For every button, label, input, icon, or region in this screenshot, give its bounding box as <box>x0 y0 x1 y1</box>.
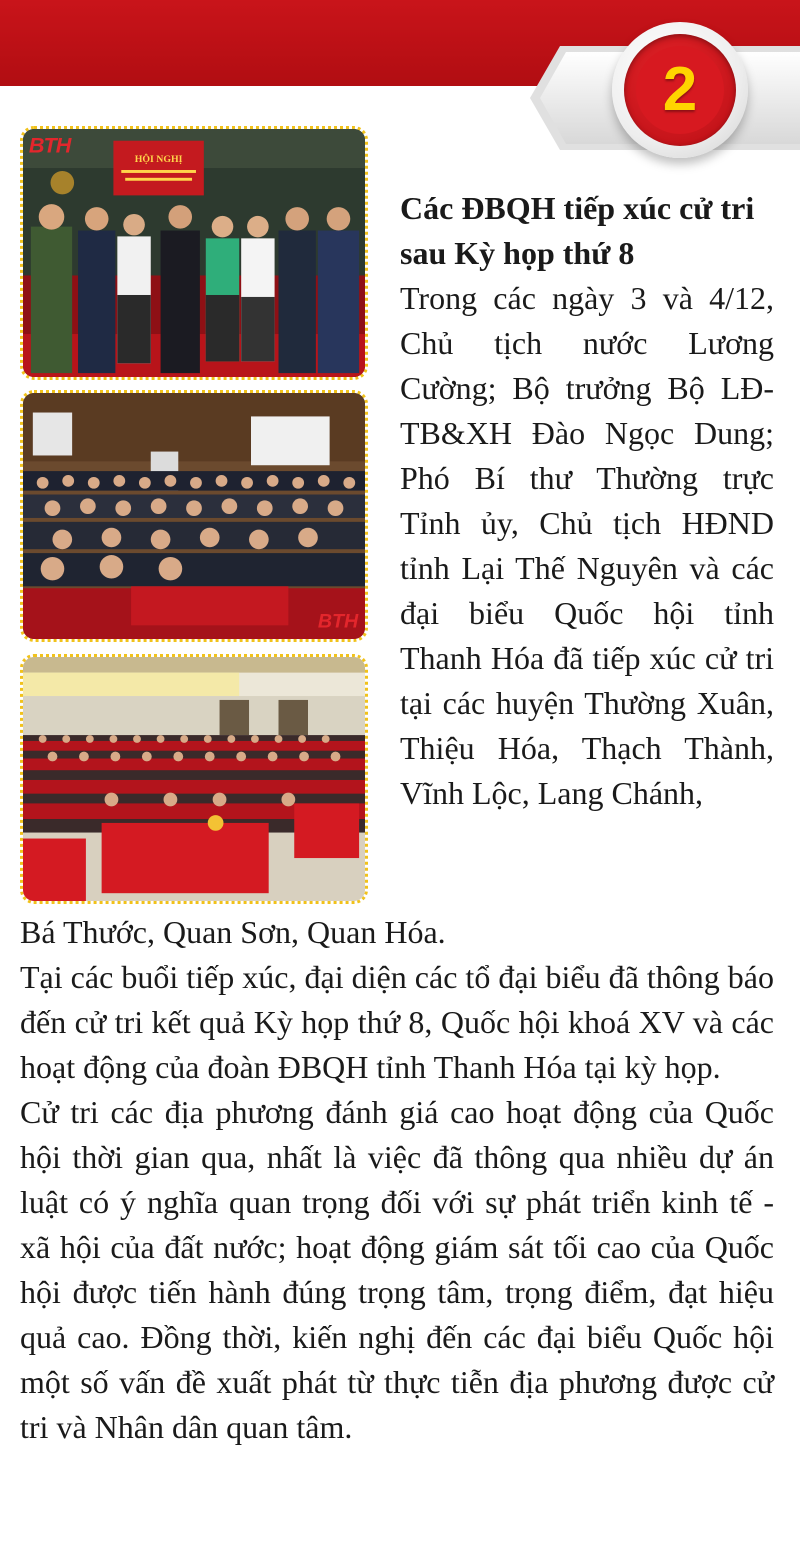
section-number: 2 <box>662 55 698 124</box>
article-paragraph-2: Tại các buổi tiếp xúc, đại diện các tổ đại biểu đã thông báo đến cử tri kết quả Kỳ họp thứ 8, Quốc hội khoá XV và các hoạt động của đoàn ĐBQH tỉnh Thanh Hóa tại kỳ họp. <box>20 959 774 1085</box>
photo-delegates-meeting <box>20 126 368 380</box>
article-paragraph-3: Cử tri các địa phương đánh giá cao hoạt động của Quốc hội thời gian qua, nhất là việc đã thông qua nhiều dự án luật có ý nghĩa quan trọng đối với sự phát triển kinh tế - xã hội của đất nước; hoạt động giám sát tối cao của Quốc hội được tiến hành đúng trọng tâm, trọng điểm, đạt hiệu quả cao. Đồng thời, kiến nghị đến các đại biểu Quốc hội một số vấn đề xuất phát từ thực tiễn địa phương được cử tri và Nhân dân quan tâm. <box>20 1094 774 1445</box>
photo-banner-title: HỘI NGHỊ <box>134 154 183 166</box>
article-headline: Các ĐBQH tiếp xúc cử tri sau Kỳ họp thứ 8 <box>400 190 755 271</box>
photo-voter-audience <box>20 390 368 642</box>
badge-ring <box>624 34 736 146</box>
article-intro-text: Trong các ngày 3 và 4/12, Chủ tịch nước Lương Cường; Bộ trưởng Bộ LĐ-TB&XH Đào Ngọc Dung; Phó Bí thư Thường trực Tỉnh ủy, Chủ tịch HĐND tỉnh Lại Thế Nguyên và các đại biểu Quốc hội tỉnh Thanh Hóa đã tiếp xúc cử tri tại các huyện Thường Xuân, Thiệu Hóa, Thạch Thành, Vĩnh Lộc, Lang Chánh, <box>400 280 774 811</box>
badge-inner <box>636 46 724 134</box>
photo-watermark: BTH <box>28 132 71 158</box>
article-continuation: Bá Thước, Quan Sơn, Quan Hóa. <box>20 914 446 950</box>
photo-conference-hall <box>20 654 368 904</box>
section-badge <box>612 22 748 158</box>
photo-watermark-2: BTH <box>317 610 359 633</box>
article-body <box>20 910 774 1450</box>
